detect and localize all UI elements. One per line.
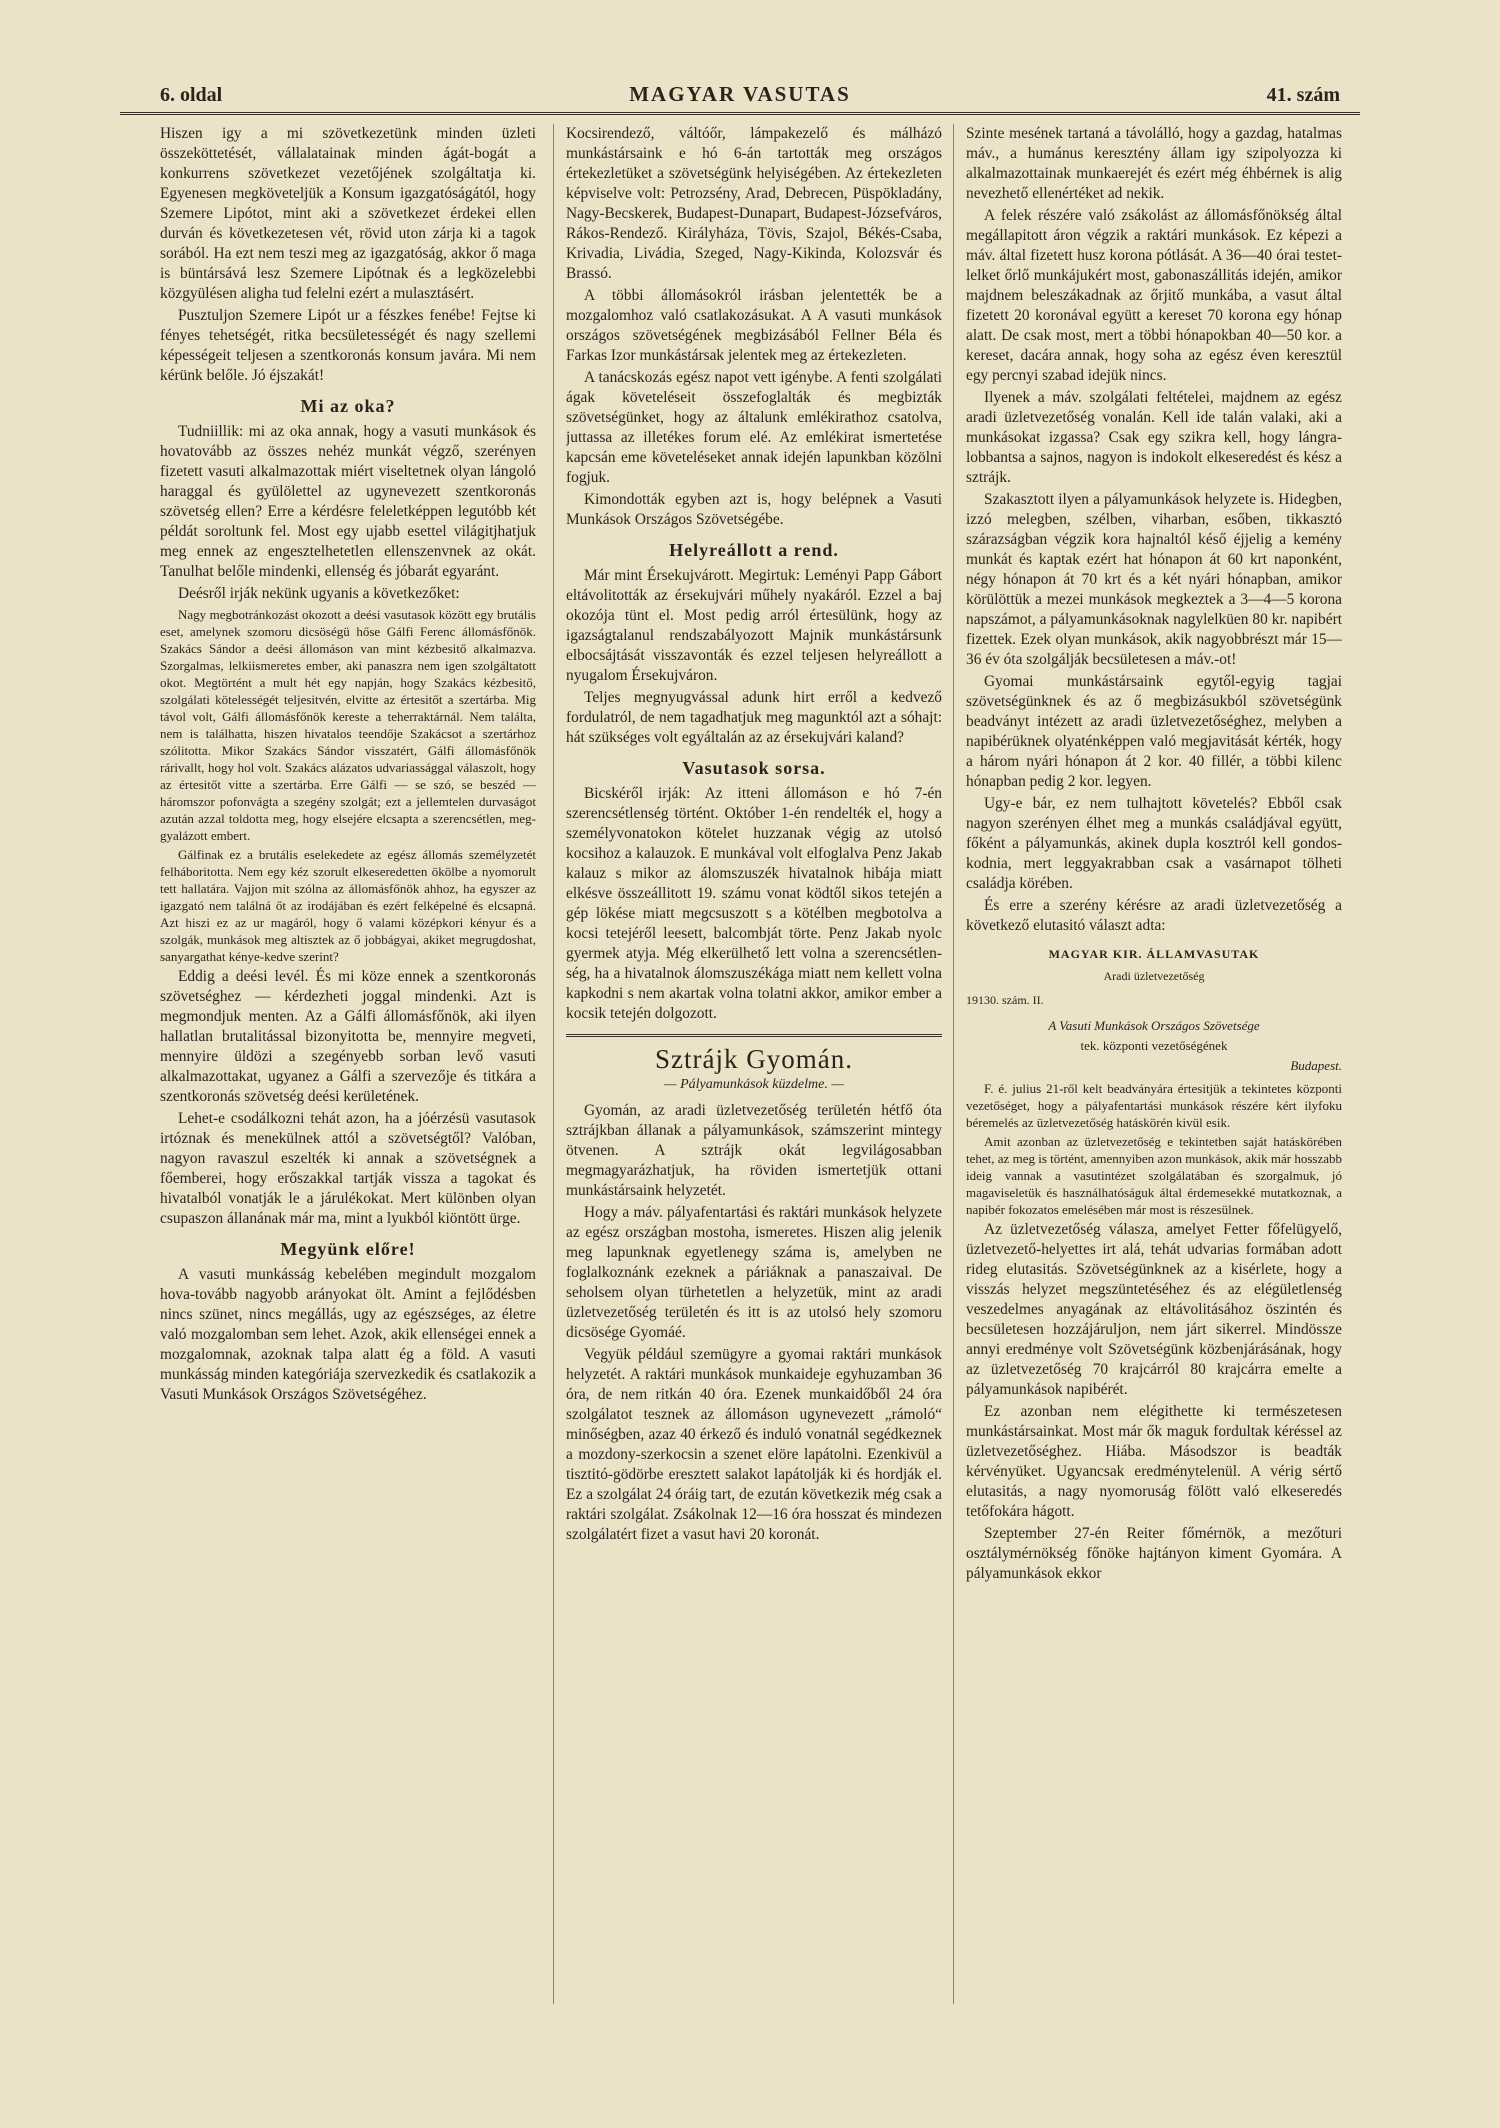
article-paragraph: A többi állomásokról irásban jelentették be a mozgalomhoz való csatlakozásukat. A A vasuti munkások országos szövetségének megbizásából Fellner Béla és Farkas Izor munkástársak jelentek meg az értekezleten. (566, 287, 942, 364)
article-paragraph: Kimondották egyben azt is, hogy belépnek a Vasuti Munkások Országos Szövetségébe. (566, 491, 942, 528)
column-divider (553, 124, 554, 2004)
article-paragraph: Az üzletvezetőség válasza, amelyet Fetter főfelügyelő, üzletvezető-helyettes irt alá, tehát udvarias formában adott rideg elutasitás. Szövetségünknek az a kisérlete, hogy a visszás helyzet megszüntetéséhez és az elégületlenség veszedelmes anyagának az eltávolitásához öszintén és becsületesen hozzájáruljon, nem járt sikerrel. Mindössze annyi eredménye volt Szövetségünk közbenjárásának, hogy az üzletvezetőség 70 krajcárról 80 krajcárra emelte a pályamunkások napibérét. (966, 1221, 1342, 1398)
headline-mi-az-oka: Mi az oka? (300, 396, 396, 416)
article-paragraph: Eddig a deési levél. És mi köze ennek a szentkoronás szövetséghez — kérdezheti joggal mindenki. Azt is megmondjuk menten. Az a Gálfi állomásfőnök, aki ilyen hallatlan brutalitással bizonyitotta be, mennyire megveti, mennyire üldözi a szegényebb sorban levő vasuti alkalmazottakat, ugyanez a Gálfi a szervezője és titkára a szentkoronás szövetség deési kerületének. (160, 968, 536, 1105)
article-paragraph: Szinte mesének tartaná a távolálló, hogy a gazdag, hatalmas máv., a humánus keresztény állam igy szipolyozza ki alkalmazottainak munkaerejét és ezért még éhbérnek is alig nevezhető ellenértéket ad nekik. (966, 125, 1342, 202)
article-paragraph: Ugy-e bár, ez nem tulhajtott követelés? Ebből csak nagyon szerényen élhet meg a munkás családjával együtt, főként a pályamunkás, akinek dupla kosztról kell gondoskodnia, mert leggyakrabban csak a vasárnapot tölheti családja körében. (966, 795, 1342, 892)
article-paragraph: Gyomai munkástársaink egytől-egyig tagjai szövetségünknek és az ő megbizásukból szövetségünk beadványt intézett az aradi üzletvezetőséghez, melyben a napibérüknek olyaténképpen való megjavitását kérték, hogy a három nyári hónapon át 2 kor. 40 fillér, a többi kilenc hónapban pedig 2 kor. legyen. (966, 673, 1342, 790)
column-3 (966, 124, 1342, 2014)
article-paragraph: Már mint Érsekujvárott. Megirtuk: Leményi Papp Gábort eltávolitották az érsekujvári műhely nyakáról. Ezzel a baj okozója tünt el. Most pedig arról értesülünk, hogy az igazságtalanul rendszabályozott Majnik munkástársunk elbocsájtását visszavonták és ezzel teljesen helyreállott a nyugalom Érsekujváron. (566, 567, 942, 684)
letter-subheader: Aradi üzletvezetőség (1103, 969, 1205, 983)
letter-addressee: A Vasuti Munkások Országos Szövetsége (1048, 1018, 1260, 1033)
article-paragraph: Kocsirendező, váltóőr, lámpakezelő és málházó munkástársaink e hó 6-án tartották meg országos értekezletüket a szövetségünk helyiségében. Az értekezleten képviselve volt: Petrozsény, Arad, Debrecen, Püspökladány, Nagy-Becskerek, Budapest-Dunapart, Budapest-Józsefváros, Rákos-Rendező. Királyháza, Tövis, Szajol, Békés-Csaba, Krivadia, Livádia, Szeged, Nagy-Kikinda, Kolozsvár és Brassó. (566, 125, 942, 282)
article-paragraph: És erre a szerény kérésre az aradi üzletvezetőség a következő elutasitó választ adta: (966, 897, 1342, 934)
letter-addressee-line2: tek. központi vezetőségének (1080, 1038, 1228, 1053)
article-paragraph: A felek részére való zsákolást az állomásfőnökség által megállapitott áron végzik a raktári munkások. Ez képezi a máv. által fizetett husz korona pótlását. A 36—40 órai testet-lelket őrlő munkájukért most, gabonaszállitás idején, amikor majdnem beleszákadnak az őrjitő munkába, a vasut által fizetett 20 koronával együtt a kereset 70 korona egy hónap alatt. De csak most, mert a többi hónapokban 40—50 kor. a kereset, dacára annak, hogy soha az egész éven keresztül egy percnyi szabad idejük nincs. (966, 207, 1342, 384)
article-paragraph: Tudniillik: mi az oka annak, hogy a vasuti munkások és hovatovább az összes nehéz munkát végző, szerényen fizetett vasuti alkalmazottak miért viseltetnek olyan lángoló haraggal és gyülölettel az ugynevezett szentkoronás szövetség ellen? Erre a kérdésre feleletképpen legutóbb két példát soroltunk fel. Most egy ujabb esettel világitjhatjuk meg ennek az engesztelhetetlen ellenszenvnek az okát. Tanulhat belőle mindenki, ellenség és jóbarát egyaránt. (160, 423, 536, 580)
column-2 (566, 124, 942, 2014)
article-paragraph: Teljes megnyugvással adunk hirt erről a kedvező fordulatról, de nem tagadhatjuk meg magunktól azt a sóhajt: hát szükséges volt egyáltalán az az érsekujvári kaland? (566, 689, 942, 746)
letter-paragraph: Amit azonban az üzletvezetőség e tekintetben saját hatáskörében tehet, az meg is történt, amennyiben azon munkások, akik már hosszabb ideig vannak a vasutintézet szolgálatában és szorgalmuk, jó magaviseletük és használhatóságuk által érdemesekké mutatkoznak, a napibér fokozatos emelésében már most is részesülnek. (966, 1134, 1342, 1217)
section-divider (566, 1034, 942, 1037)
article-paragraph: A tanácskozás egész napot vett igénybe. A fenti szolgálati ágak követeléseit összefoglalták és megbizták szövetségünket, hogy az általunk emlékirathoz csatolva, juttassa az illetékes forum elé. Az emlékirat ismertetése kapcsán eme követeléseket annak idején lapunkban közölni fogjuk. (566, 369, 942, 486)
article-paragraph: Deésről irják nekünk ugyanis a következőket: (178, 585, 460, 602)
headline-megyunk-elore: Megyünk előre! (280, 1239, 416, 1259)
article-paragraph: Ilyenek a máv. szolgálati feltételei, majdnem az egész aradi üzletvezetőség vonalán. Kell ide talán valaki, aki a munkásokat izgassa? Csak egy szikra kell, hogy lángralobbantsa a sajnos, nagyon is indokolt elkeseredést és kész a sztrájk. (966, 389, 1342, 486)
column-1 (160, 124, 536, 2014)
page-header (120, 80, 1360, 115)
column-divider (953, 124, 954, 2004)
article-paragraph: Pusztuljon Szemere Lipót ur a fészkes fenébe! Fejtse ki fényes tehetségét, ritka becsületességét és nagy szellemi képességeit teljesen a szentkoronás konsum javára. Mi nem kérünk belőle. Jó éjszakát! (160, 307, 536, 384)
article-paragraph: Hogy a máv. pályafentartási és raktári munkások helyzete az egész országban mostoha, ismeretes. Hiszen alig jelenik meg lapunknak egyetlenegy száma is, amelyben ne foglalkoznánk ezeknek a páriáknak a panaszaival. De seholsem olyan türhetetlen a helyzetük, mint az aradi üzletvezetőség területén és itt is az utolsó hely szomoru dicsösége Gyomáé. (566, 1204, 942, 1341)
quoted-letter: Nagy megbotránkozást okozott a deési vasutasok között egy brutális eset, amelynek szomoru dicsöségü hőse Gálfi Ferenc állomásfőnök. Szakács Sándor a deési állomáson van mint kézbesitő alkalmazva. Szorgalmas, lelkiismeretes ember, aki panaszra nem igen szolgáltatott okot. Megtörtént a mult hét egy napján, hogy Szakács kézbesitő, szolgálati kötelességét teljesitvén, elvitte az értesitőt a szertárba. Mig távol volt, Gálfi állomásfőnök kereste a teherraktárnál. Nem találta, nem is találhatta, hiszen hivatalos teendője Szakácsot a szertárhoz szólitotta. Mikor Szakács Sándor visszatért, Gálfi állomásfőnök rárivallt, hogy hol volt. Szakács alázatos udvariassággal válaszolt, hogy az értesitőt vitte a szertárba. Erre Gálfi — se szó, se beszéd — háromszor pofonvágta a szegény szolgát; ezt a jellemtelen durvaságot azután azzal toldotta meg, hogy elsejére elcsapta a szerencsétlen, meggyalázott embert. (160, 607, 536, 843)
headline-vasutasok-sorsa: Vasutasok sorsa. (682, 758, 826, 778)
quoted-letter: Gálfinak ez a brutális eselekedete az egész állomás személyzetét felháboritotta. Nem egy kéz szorult elkeseredetten ökölbe a nyomorult tett hallatára. Vajjon mit szólna az állomásfőnök ahhoz, ha egyszer az igazgató nem találná őt az irodájában és ezért felképelné és elcsapná. Azt hiszi ez az ur magáról, hogy ő valami középkori kényur és a szolgák, munkások meg altisztek az ő jobbágyai, akiket megrugdoshat, sanyargathat kénye-kedve szerint? (160, 847, 536, 964)
letter-reference: 19130. szám. II. (966, 993, 1044, 1007)
letter-paragraph: F. é. julius 21-ről kelt beadványára értesitjük a tekintetes központi vezetőséget, hogy a pályafentartási munkások részére kért ilyfoku béremelés az üzletvezetőség hatáskörén kivül esik. (966, 1081, 1342, 1130)
letter-city: Budapest. (1290, 1058, 1342, 1073)
article-paragraph: Hiszen igy a mi szövetkezetünk minden üzleti összeköttetését, vállalatainak minden ágát-bogát a konkurrens szövetkezet vezetőjének szolgáltatja ki. Egyenesen megköveteljük a Konsum igazgatóságától, hogy Szemere Lipótot, mint aki a szövetkezet érdekei ellen durván és következetesen vét, rövid uton zárja ki a tagok sorából. Ha ezt nem teszi meg az igazgatóság, akkor ő maga is büntársává lesz Szemere Lipótnak és a legközelebbi közgyülésen aligha tud felelni ezért a mulasztásért. (160, 125, 536, 302)
page-number: 6. oldal (160, 84, 223, 106)
article-paragraph: Ez azonban nem elégithette ki természetesen munkástársainkat. Most már ők maguk fordultak kéréssel az üzletvezetőséghez. Hiába. Másodszor is beadták kérvényüket. Ugyancsak eredménytelenül. A vérig sértő elutasitás, a nagy nyomoruság fölött való elkeseredés tetőfokára hágott. (966, 1403, 1342, 1520)
headline-helyreallott: Helyreállott a rend. (669, 540, 839, 560)
letter-header: MAGYAR KIR. ÁLLAMVASUTAK (1048, 947, 1260, 961)
article-paragraph: Szakasztott ilyen a pályamunkások helyzete is. Hidegben, izzó melegben, szélben, viharban, esőben, tikkasztó szárazságban végzik kora hajnaltól késő éjjelig a kemény munkát és kaptak ezért hat hónapon át 60 krt naponként, négy hónapon át 70 krt és a két nyári hónapban, amikor körülöttük a mezei munkások megkeztek a 3—4—5 korona napszámot, a pályamunkásoknak nagylelküen 80 kr. napibért fizettek. Ezek olyan munkások, akik nagyobbrészt már 15—36 év óta szolgálják becsületesen a máv.-ot! (966, 491, 1342, 668)
subheadline: — Pályamunkások küzdelme. — (664, 1077, 844, 1092)
article-paragraph: Bicskéről irják: Az itteni állomáson e hó 7-én szerencsétlenség történt. Október 1-én rendelték el, hogy a személyvonatokon kötelet huzzanak végig az utolsó kocsihoz a kalauzok. E munkával volt elfoglalva Penz Jakab kalauz s mikor az álomszuszék hivatalnok hibája miatt elkésve összeállitott 19. számu vonat ködtől sikos tetején a gép lökése miatt megcsuszott s a kötélben megbotolva a kocsi tetejéről leesett, balcombját törte. Penz Jakab nyolc gyermek atyja. Még elkerülhető lett volna a szerencsétlenség, ha a hivatalnok álomszuszékága miatt nem kellett volna kapkodni s nem akartak volna tolatni akkor, amikor ember a kocsik tetején dolgozott. (566, 785, 942, 1022)
article-paragraph: Lehet-e csodálkozni tehát azon, ha a jóérzésü vasutasok irtóznak és menekülnek attól a szövetségtől? Valóban, nagyon ravaszul eszelték ki annak a szövetségnek a főemberei, hogy erőszakkal tartják vissza a tagokat és hivatalból vonatják le a járulékokat. Mert különben olyan csupaszon állanának már ma, mint a lyukból kiöntött ürge. (160, 1110, 536, 1227)
headline-sztrajk-gyoman: Sztrájk Gyomán. (655, 1044, 853, 1074)
article-paragraph: Szeptember 27-én Reiter főmérnök, a mezőturi osztálymérnökség főnöke hajtányon kiment Gyomára. A pályamunkások ekkor (966, 1525, 1342, 1582)
article-paragraph: Vegyük például szemügyre a gyomai raktári munkások helyzetét. A raktári munkások munkaideje egyhuzamban 36 óra, de nem ritkán 40 óra. Ezenek munkaidőből 24 óra szolgálatot tesznek az állomáson ugynevezett „rámoló“ minőségben, azaz 40 érkező és induló vonatnál segédkeznek a mozdony-szerkocsin a szenet elöre lapátolni. Ezenkivül a tisztitó-gödörbe eresztett salakot lapátolják ki és hordják el. Ez a szolgálat 24 óráig tart, de ezután következik még csak a raktári szolgálat. Zsákolnak 12—16 óra hosszat és mindezen szolgálatért fizet a vasut havi 20 koronát. (566, 1346, 942, 1543)
article-paragraph: A vasuti munkásság kebelében megindult mozgalom hova-tovább nagyobb arányokat ölt. Amint a fejlődésben nincs szünet, nincs megállás, ugy az egészséges, az életre való mozgalomban sem lehet. Azok, akik ellenségei ennek a mozgalomnak, azoknak talpa alatt ég a föld. A vasuti munkásság minden kategóriája szervezkedik és csatlakozik a Vasuti Munkások Országos Szövetségéhez. (160, 1266, 536, 1403)
masthead-title: MAGYAR VASUTAS (629, 82, 851, 106)
article-paragraph: Gyomán, az aradi üzletvezetőség területén hétfő óta sztrájkban állanak a pályamunkások, számszerint mintegy ötvenen. A sztrájk okát legvilágosabban megmagyarázhatjuk, ha röviden ismertetjük ottani munkástársaink helyzetét. (566, 1102, 942, 1199)
issue-number: 41. szám (1266, 84, 1340, 106)
